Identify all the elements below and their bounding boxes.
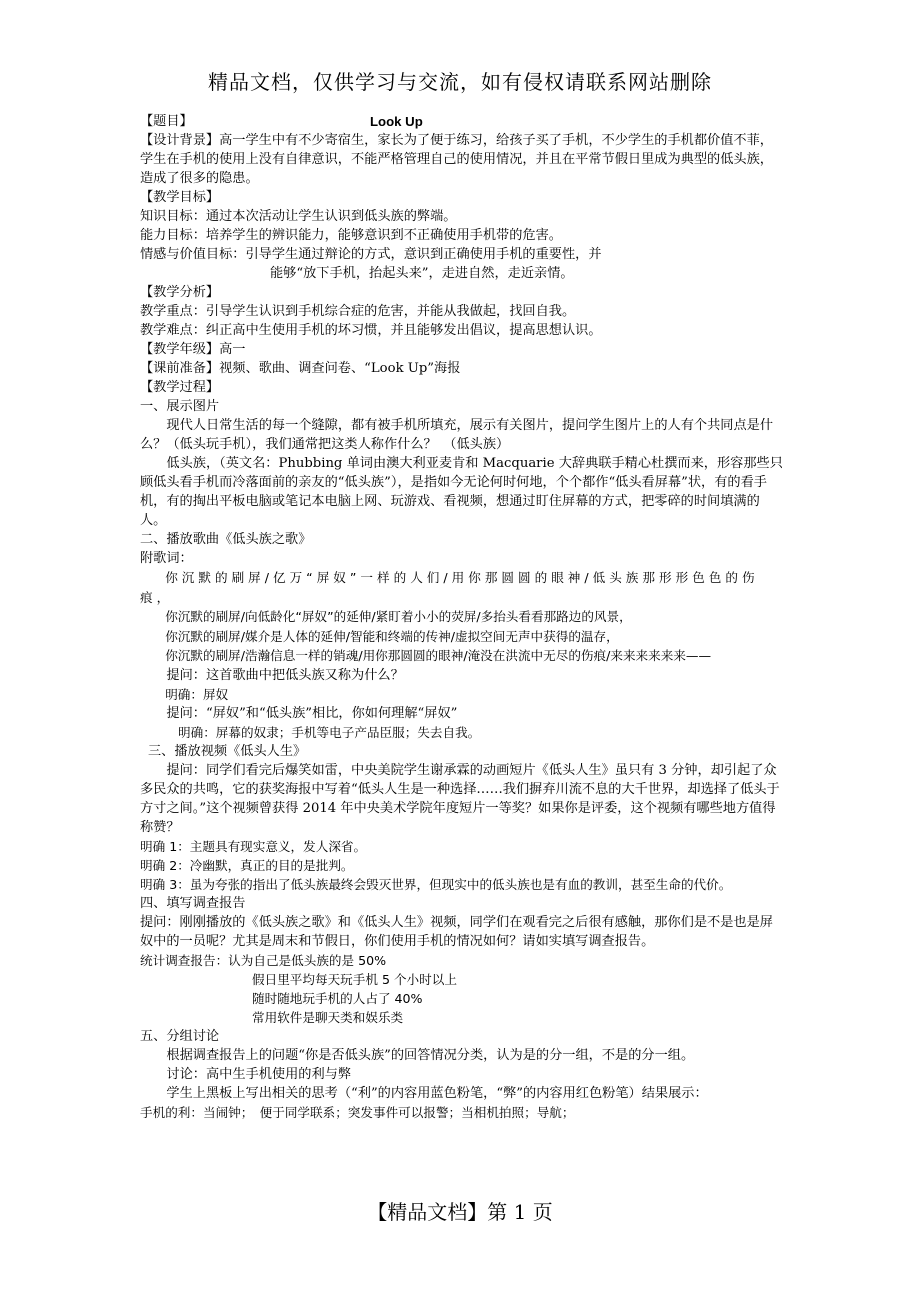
section-5-pros: 手机的利：当闹钟； 便于同学联系；突发事件可以报警；当相机拍照；导航；	[140, 1104, 575, 1120]
section-4-question: 提问：刚刚播放的《低头族之歌》和《低头人生》视频，同学们在观看完之后很有感触，那你们是不是也是屏奴中的一员呢？尤其是周末和节假日，你们使用手机的情况如何？请如实填写调查报告。	[140, 914, 773, 949]
survey-item-2: 假日里平均每天玩手机 5 个小时以上	[252, 971, 457, 987]
section-2-question-1: 提问：这首歌曲中把低头族又称为什么？	[166, 667, 404, 683]
goal-emotion-line2: 能够“放下手机，抬起头来”，走进自然，走近亲情。	[270, 266, 574, 281]
goal-emotion-line1: 情感与价值目标：引导学生通过辩论的方式，意识到正确使用手机的重要性，并	[140, 247, 602, 262]
section-3-heading: 三、播放视频《低头人生》	[148, 743, 307, 759]
title-label: 【题目】	[140, 114, 193, 129]
survey-block	[140, 951, 785, 970]
survey-item-1: 认为自己是低头族的是 50%	[228, 952, 387, 968]
page-header: 精品文档，仅供学习与交流，如有侵权请联系网站删除	[208, 70, 712, 94]
section-2-answer-1: 明确：屏奴	[165, 686, 229, 702]
teaching-grade: 【教学年级】高一	[140, 342, 246, 357]
section-3-question: 提问：同学们看完后爆笑如雷，中央美院学生谢承霖的动画短片《低头人生》虽只有 3 分钟，却引起了众多民众的共鸣，它的获奖海报中写着“低头人生是一种选择……我们摒弃川流不息的大千世界，却选择了低头于方寸之间。”这个视频曾获得 2014 年中央美术学院年度短片一等奖？如果你是评委，这个视频有哪些地方值得称赞？	[140, 762, 780, 835]
section-1-heading: 一、展示图片	[140, 399, 220, 414]
design-background: 【设计背景】高一学生中有不少寄宿生，家长为了便于练习，给孩子买了手机，不少学生的手机都价值不菲，学生在手机的使用上没有自律意识，不能严格管理自己的使用情况，并且在平常节假日里成为典型的低头族，造成了很多的隐患。	[140, 133, 773, 186]
section-2-heading: 二、播放歌曲《低头族之歌》	[140, 532, 312, 547]
lyrics-label: 附歌词：	[140, 551, 193, 566]
section-4-heading: 四、填写调查报告	[140, 895, 246, 911]
document-body	[140, 112, 785, 1122]
goal-knowledge: 知识目标：通过本次活动让学生认识到低头族的弊端。	[140, 209, 457, 224]
title-value: Look Up	[370, 114, 423, 129]
lyric-line-4: 你沉默的刷屏/浩瀚信息一样的销魂/用你那圆圆的眼神/淹没在洪流中无尽的伤痕/来来来来来来——	[165, 648, 712, 663]
section-5-heading: 五、分组讨论	[140, 1028, 220, 1044]
section-5-para-3: 学生上黑板上写出相关的思考（“利”的内容用蓝色粉笔，“弊”的内容用红色粉笔）结果展示：	[166, 1085, 708, 1101]
section-3-answer-1: 明确 1：主题具有现实意义，发人深省。	[140, 838, 367, 854]
section-5-para-2: 讨论：高中生手机使用的利与弊	[166, 1066, 352, 1082]
survey-item-3: 随时随地玩手机的人占了 40%	[252, 990, 423, 1006]
survey-label: 统计调查报告：	[140, 952, 229, 968]
lyric-line-3: 你沉默的刷屏/媒介是人体的延伸/智能和终端的传神/虚拟空间无声中获得的温存，	[165, 628, 619, 644]
goals-heading: 【教学目标】	[140, 190, 220, 205]
lesson-title-row	[140, 112, 785, 131]
lyric-line-2: 你沉默的刷屏/向低龄化“屏奴”的延伸/紧盯着小小的荧屏/多抬头看看那路边的风景，	[165, 609, 632, 624]
key-point: 教学重点：引导学生认识到手机综合症的危害，并能从我做起，找回自我。	[140, 304, 576, 319]
section-2-answer-2: 明确：屏幕的奴隶；手机等电子产品臣服；失去自我。	[178, 724, 481, 740]
difficulty: 教学难点：纠正高中生使用手机的坏习惯，并且能够发出倡议，提高思想认识。	[140, 323, 602, 338]
section-3-answer-3: 明确 3：虽为夸张的指出了低头族最终会毁灭世界，但现实中的低头族也是有血的教训，甚至生命的代价。	[140, 876, 732, 892]
section-1-para-2: 低头族，（英文名：Phubbing 单词由澳大利亚麦肯和 Macquarie 大辞典联手精心杜撰而来，形容那些只顾低头看手机而冷落面前的亲友的“低头族”），是指如今无论何时何地，个个都作“低头看屏幕”状，有的看手机，有的掏出平板电脑或笔记本电脑上网、玩游戏、看视频，想通过盯住屏幕的方式，把零碎的时间填满的人。	[140, 456, 783, 528]
section-1-para-1: 现代人日常生活的每一个缝隙，都有被手机所填充，展示有关图片，提问学生图片上的人有个共同点是什么？（低头玩手机），我们通常把这类人称作什么？ （低头族）	[140, 418, 774, 452]
preparation: 【课前准备】视频、歌曲、调查问卷、“Look Up”海报	[140, 361, 461, 376]
lyric-line-1: 你沉默的刷屏/亿万“屏奴”一样的人们/用你那圆圆的眼神/低头族那形形色色的伤痕，	[140, 570, 759, 605]
goal-ability: 能力目标：培养学生的辨识能力，能够意识到不正确使用手机带的危害。	[140, 228, 562, 243]
section-5-para-1: 根据调查报告上的问题“你是否低头族”的回答情况分类，认为是的分一组，不是的分一组。	[166, 1047, 695, 1063]
survey-item-4: 常用软件是聊天类和娱乐类	[252, 1009, 404, 1025]
section-2-question-2: 提问：“屏奴”和“低头族”相比，你如何理解“屏奴”	[166, 705, 458, 721]
page-footer: 【精品文档】第 1 页	[367, 1200, 553, 1224]
section-3-answer-2: 明确 2：冷幽默，真正的目的是批判。	[140, 857, 354, 873]
process-heading: 【教学过程】	[140, 380, 220, 395]
analysis-heading: 【教学分析】	[140, 285, 220, 300]
